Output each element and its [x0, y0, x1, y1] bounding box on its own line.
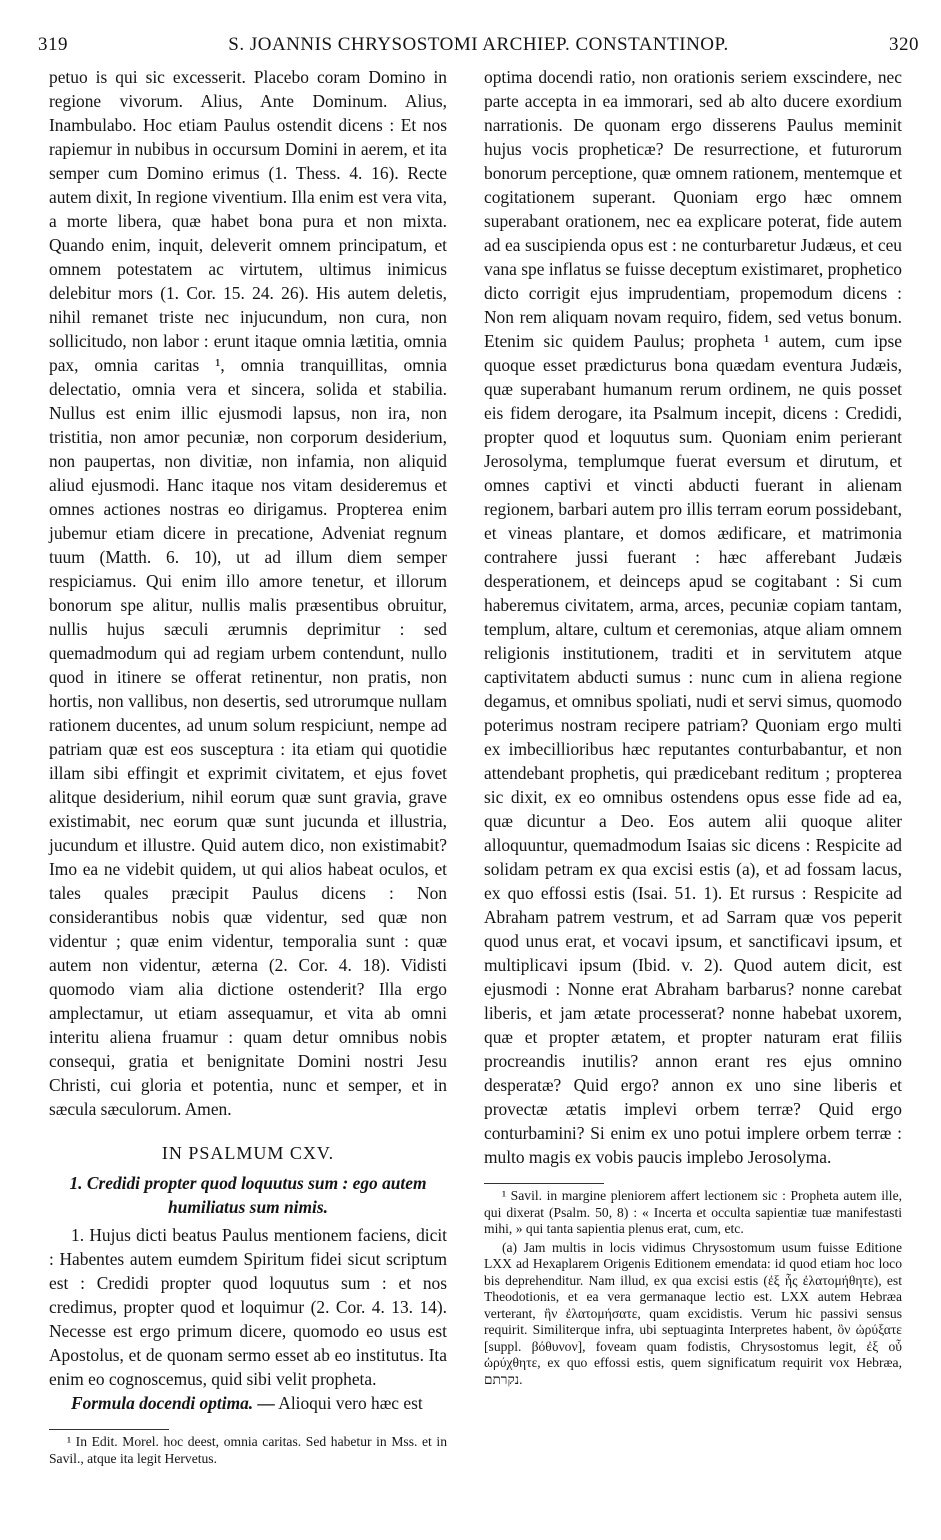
- footnote-rule-right: [484, 1183, 604, 1184]
- left-paragraph-2: 1. Hujus dicti beatus Paulus mentionem faciens, dicit : Habentes autem eumdem Spiritum fidei sicut scriptum est : Credidi propter quod loquutus sum : et nos credimus, propter quod et loquimur (2. Cor. 4. 13. 14). Necesse est ergo primum dicere, quomodo eo usus est Apostolus, et de quonam sermo esset ab eo institutus. Ita enim eo cognoscemus, quid sibi velit propheta.: [49, 1225, 447, 1389]
- left-column: [49, 65, 447, 1469]
- page-number-left: 319: [38, 34, 68, 55]
- footnote-left-1: ¹ In Edit. Morel. hoc deest, omnia caritas. Sed habetur in Mss. et in Savil., atque ita legit Hervetus.: [49, 1434, 447, 1466]
- left-paragraph-3: [49, 1391, 447, 1415]
- footnotes-right: [484, 1188, 902, 1388]
- page-number-right: 320: [889, 34, 919, 55]
- section-title: IN PSALMUM CXV.: [161, 1143, 335, 1163]
- running-title: S. JOANNIS CHRYSOSTOMI ARCHIEP. CONSTANTINOP.: [228, 34, 729, 55]
- right-paragraph-1: optima docendi ratio, non orationis seriem exscindere, nec parte accepta in ea immorari, sed ab alto ducere exordium narrationis. De quonam ergo disserens Paulus meminit hujus vocis propheticæ? De resurrectione, et futurorum bonorum perceptione, quæ omnem rationem, mentemque et cogitationem superant. Quoniam ergo hæc omnem superabant orationem, nec ea explicare poterat, fide autem ad ea suscipienda opus est : ne conturbaretur Judæus, et ceu vana spe inflatus se fuisse deceptum existimaret, prophetico dicto corrigit ejus imprudentiam, propemodum dicens : Non rem aliquam novam requiro, fidem, sed vetus bonum. Etenim sic quidem Paulus; propheta ¹ autem, cum ipse quoque esset prædicturus bona quædam eventura Judæis, quæ superabant humanum rerum ordinem, ne quis posset eis fidem derogare, ita Psalmum incepit, dicens : Credidi, propter quod et loquutus sum. Quoniam enim perierant Jerosolyma, templumque fuerat eversum et dirutum, et omnes captivi et vincti abducti fuerant in alienam regionem, barbari autem pro illis terram eorum possidebant, et vineas plantare, et domos ædificare, et matrimonia contrahere jussi fuerant : hæc afferebant Judæis desperationem, et deinceps apud se cogitabant : Si cum haberemus civitatem, arma, arces, pecuniæ copiam tantam, templum, altare, cultum et ceremonias, atque aliam omnem religionis institutionem, traditi et in servitutem atque captivitatem abducti sumus : nunc cum in aliena regione degamus, et omnibus spoliati, nudi et servi simus, quomodo poterimus nostram recipere patriam? Quoniam ergo multi ex imbecillioribus hæc reputantes conturbabantur, et non attendebant prophetis, qui prædicebant reditum ; propterea sic dixit, ex eo omnibus ostendens opus esse fide ad ea, quæ dicuntur a Deo. Eos autem alii quoque aliter alloquuntur, quemadmodum Isaias sic dicens : Respicite ad solidam petram ex qua excisi estis (a), et ad fossam lacus, ex quo effossi estis (Isai. 51. 1). Et rursus : Respicite ad Abraham patrem vestrum, et ad Sarram quæ vos peperit quod unus erat, et vocavi ipsum, et sanctificavi ipsum, et multiplicavi ipsum (Ibid. v. 2). Quod autem dicit, est ejusmodi : Nonne erat Abraham barbarus? nonne carebat liberis, et jam ætate processerat? nonne habebat uxorem, quæ et propter ætatem, et propter naturam erat filiis procreandis inutilis? annon erant res ejus omnino desperatæ? Quid ergo? annon ex uno sine liberis et provectæ ætatis implevi orbem terræ? Quid ergo conturbamini? Si enim ex uno potui implere orbem terræ : multo magis ex vobis paucis implebo Jerosolyma.: [484, 67, 902, 1167]
- footnotes-left: [49, 1434, 447, 1467]
- left-paragraph-3-text: Alioqui vero hæc est: [274, 1393, 423, 1413]
- footnote-right-1: ¹ Savil. in margine pleniorem affert lectionem sic : Propheta autem ille, qui dixerat (Psalm. 50, 8) : « Incerta et occulta sapientiæ tuæ manifestasti mihi, » qui tanta sapientia plenus erat, cum, etc.: [484, 1188, 902, 1236]
- footnote-rule-left: [49, 1429, 169, 1430]
- psalm-verse: 1. Credidi propter quod loquutus sum : ego autem humiliatus sum nimis.: [69, 1173, 427, 1217]
- right-column: [484, 65, 902, 1390]
- rubric: Formula docendi optima. —: [71, 1393, 275, 1413]
- footnote-right-2: (a) Jam multis in locis vidimus Chrysostomum usum fuisse Editione LXX ad Hexaplarem Origenis Editionem emendata: id quod etiam hoc loco bis deprehenditur. Nam illud, ex qua excisi estis (ἐξ ἧς ἐλατομήθητε), est Theodotionis, et ea vera germanaque lectio est. LXX autem Hebræa verterant, ἣν ἐλατομήσατε, quam excidistis. Verum hic passivi sensus requirit. Similiterque infra, ubi septuaginta Interpretes habent, ὃν ὠρύξατε [suppl. βόθυνον], foveam quam fodistis, Chrysostomus legit, ἐξ οὗ ὠρύχθητε, ex quo effossi estis, quem significatum requirit vox Hebræa, נקרתם.: [484, 1239, 902, 1387]
- left-paragraph-1: petuo is qui sic excesserit. Placebo coram Domino in regione vivorum. Alius, Ante Dominum. Alius, Inambulabo. Hoc etiam Paulus ostendit dicens : Et nos rapiemur in nubibus in occursum Domini in aerem, et ita semper cum Domino erimus (1. Thess. 4. 16). Recte autem dixit, In regione viventium. Illa enim est vera vita, a morte libera, quæ habet bona pura et non mixta. Quando enim, inquit, deleverit omnem principatum, et omnem potestatem ac virtutem, ultimus inimicus delebitur mors (1. Cor. 15. 24. 26). His autem deletis, nihil remanet triste nec injucundum, non cura, non sollicitudo, non labor : erunt itaque omnia lætitia, omnia pax, omnia caritas ¹, omnia tranquillitas, omnia delectatio, omnia vera et sincera, solida et stabilia. Nullus est enim illic ejusmodi lapsus, non ira, non tristitia, non amor pecuniæ, non corporum desiderium, non paupertas, non divitiæ, non infamia, non aliquid aliud ejusmodi. Hanc itaque nos vitam desideremus et omnes actiones nostras eo dirigamus. Propterea enim jubemur etiam dicere in precatione, Adveniat regnum tuum (Matth. 6. 10), ut ad illum diem semper respiciamus. Qui enim illo amore tenetur, et illorum bonorum spe alitur, nullis malis præsentibus obruitur, nullis hujus sæculi ærumnis deprimitur : sed quemadmodum qui ad regiam urbem contendunt, nullo quod in itinere se offerat retinentur, non pratis, non hortis, non vallibus, non desertis, sed utrorumque nullam rationem ducentes, ad unum solum respiciunt, nempe ad patriam quæ est eos susceptura : ita etiam qui quotidie illam sibi effingit et exprimit civitatem, et ejus fovet alitque desiderium, nihil eorum quæ sunt gravia, grave existimabit, nec eorum quæ sunt jucunda et illustria, jucundum et illustre. Quid autem dico, non existimabit? Imo ea ne videbit quidem, ut qui alios habeat oculos, et tales quales præcipit Paulus dicens : Non considerantibus nobis quæ videntur, sed quæ non videntur ; quæ enim videntur, temporalia sunt : quæ autem non videntur, æterna (2. Cor. 4. 18). Vidisti quomodo viam alia dictione ostenderit? Illa ergo amplectamur, ut etiam assequamur, et vita ab omni interitu aliena fruamur : quam detur omnibus nobis consequi, gratia et benignitate Domini nostri Jesu Christi, cui gloria et potentia, nunc et semper, et in sæcula sæculorum. Amen.: [49, 67, 447, 1119]
- running-header: [38, 34, 919, 60]
